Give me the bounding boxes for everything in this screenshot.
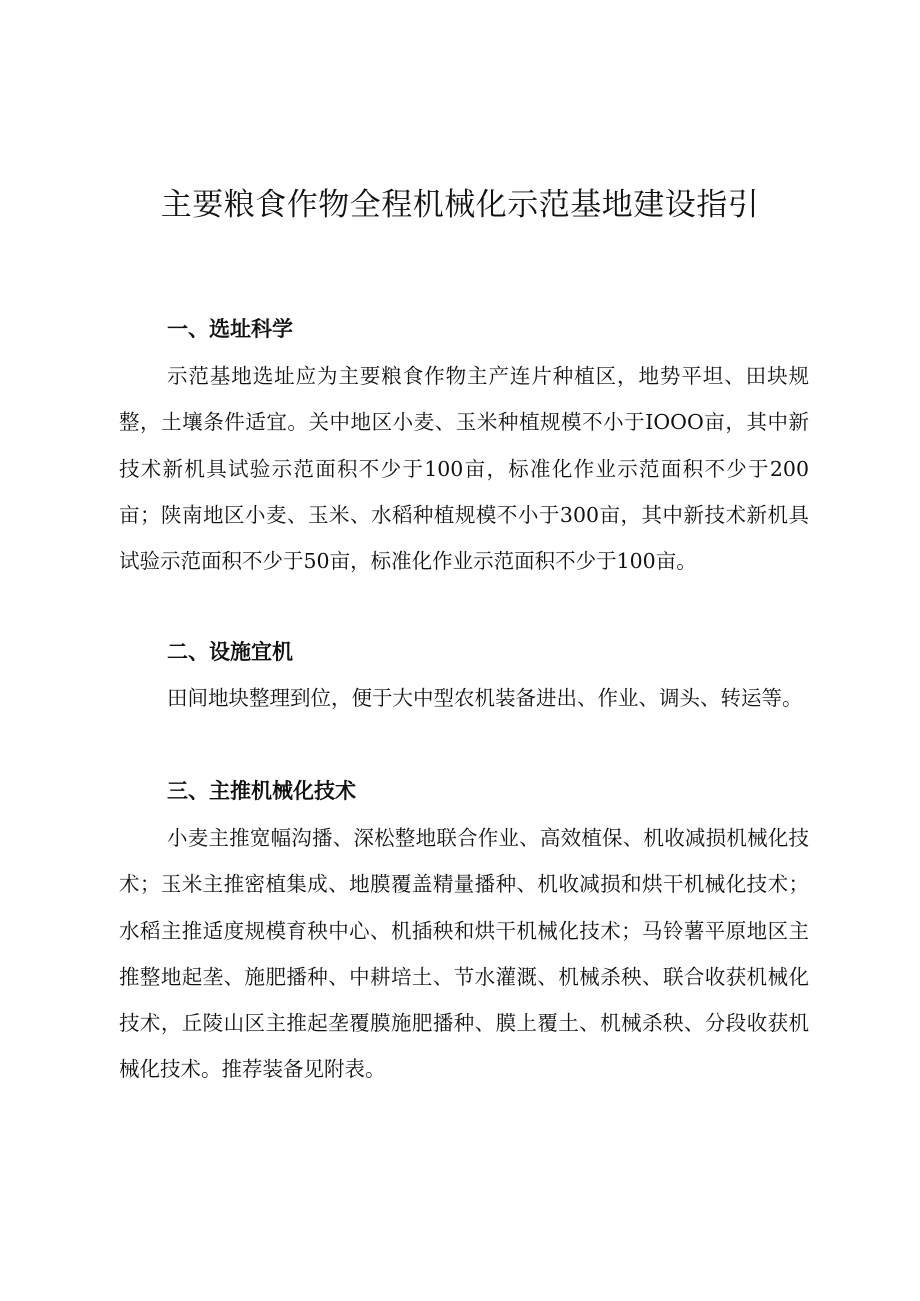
- section-body-facilities: 田间地块整理到位，便于大中型农机装备进出、作业、调头、转运等。: [167, 686, 803, 710]
- section-body-mechanization-tech: 小麦主推宽幅沟播、深松整地联合作业、高效植保、机收减损机械化技术；玉米主推密植集成、地膜覆盖精量播种、机收减损和烘干机械化技术；水稻主推适度规模育秧中心、机插秧和烘干机械化技术；马铃薯平原地区主推整地起垄、施肥播种、中耕培土、节水灌溉、机械杀秧、联合收获机械化技术，丘陵山区主推起垄覆膜施肥播种、膜上覆土、机械杀秧、分段收获机械化技术。推荐装备见附表。: [119, 826, 809, 1082]
- document-title: 主要粮食作物全程机械化示范基地建设指引: [160, 187, 760, 223]
- section-heading-site-selection: 一、选址科学: [167, 317, 293, 341]
- section-body-site-selection: 示范基地选址应为主要粮食作物主产连片种植区，地势平坦、田块规整，土壤条件适宜。关中地区小麦、玉米种植规模不小于IOOO亩，其中新技术新机具试验示范面积不少于100亩，标准化作业示范面积不少于200亩；陕南地区小麦、玉米、水稻种植规模不小于300亩，其中新技术新机具试验示范面积不少于50亩，标准化作业示范面积不少于100亩。: [119, 364, 809, 574]
- section-heading-mechanization-tech: 三、主推机械化技术: [167, 779, 356, 803]
- section-heading-facilities: 二、设施宜机: [167, 640, 293, 664]
